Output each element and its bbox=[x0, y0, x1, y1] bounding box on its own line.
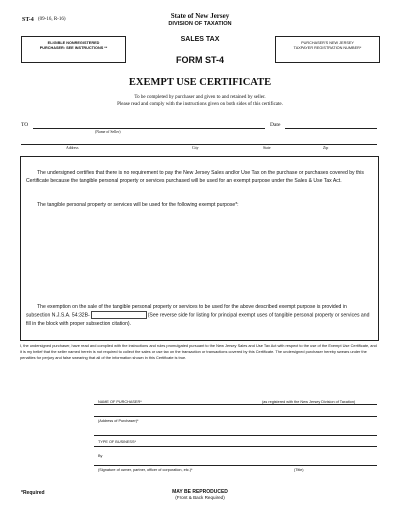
date-line[interactable] bbox=[285, 128, 377, 129]
purchaser-address-caption: (Address of Purchaser)* bbox=[98, 419, 139, 423]
left-box-line1: ELIGIBLE NONREGISTERED bbox=[47, 41, 100, 45]
business-type-line[interactable] bbox=[94, 446, 377, 447]
certification-box bbox=[20, 156, 379, 341]
by-label: By bbox=[98, 454, 103, 458]
para3-part2: (See reverse side for listing for principal exempt uses of tangible personal property or services and fill in the block with proper subsection citation). bbox=[26, 312, 370, 327]
certification-para2: The tangible personal property or services will be used for the following exempt purpose*: bbox=[37, 202, 239, 208]
purchaser-address-line1[interactable] bbox=[94, 416, 377, 417]
purchaser-name-label: NAME OF PURCHASER* bbox=[98, 400, 142, 404]
certification-para1: The undersigned certifies that there is no requirement to pay the New Jersey Sales and/or Use Tax on the purchase or purchases covered by this Certificate because the tangible personal property or services purchased will be used for an exempt purpose under the Sales & Use Tax Act. bbox=[26, 170, 364, 185]
right-box-line2: TAXPAYER REGISTRATION NUMBER* bbox=[293, 46, 362, 50]
may-be-reproduced: MAY BE REPRODUCED bbox=[172, 489, 228, 495]
business-type-label: TYPE OF BUSINESS* bbox=[98, 440, 136, 444]
left-box-line2: PURCHASER: SEE INSTRUCTIONS ** bbox=[39, 46, 108, 50]
purchaser-name-line[interactable] bbox=[94, 404, 377, 405]
seller-name-caption: (Name of Seller) bbox=[95, 130, 121, 134]
date-label: Date bbox=[270, 122, 281, 128]
purchaser-address-line2[interactable] bbox=[94, 435, 377, 436]
certificate-title: EXEMPT USE CERTIFICATE bbox=[128, 77, 272, 88]
form-number: FORM ST-4 bbox=[175, 55, 224, 65]
form-revision: (09-16, R-16) bbox=[38, 17, 66, 22]
subsection-field[interactable] bbox=[91, 311, 147, 319]
registration-number-box[interactable] bbox=[275, 36, 380, 63]
right-box-line1: PURCHASER'S NEW JERSEY bbox=[301, 41, 354, 45]
seller-name-line[interactable] bbox=[33, 128, 265, 129]
form-code: ST-4 (09-16, R-16) bbox=[22, 17, 66, 23]
seller-address-line[interactable] bbox=[21, 144, 377, 145]
eligible-nonregistered-box bbox=[21, 36, 126, 63]
signature-caption: (Signature of owner, partner, officer of corporation, etc.)* bbox=[98, 468, 193, 472]
state-caption: State bbox=[263, 146, 271, 150]
para3-part1: The exemption on the sale of the tangible personal property or services to be used for the above described exempt purpose is provided in subsection N.J.S.A. 54:32B- bbox=[26, 304, 347, 319]
certification-para3 bbox=[26, 303, 370, 328]
zip-caption: Zip bbox=[323, 146, 329, 150]
front-back-required: (Front & Back Required) bbox=[175, 495, 225, 500]
tax-type: SALES TAX bbox=[180, 36, 220, 43]
instructions-line2: Please read and comply with the instructions given on both sides of this certificate. bbox=[117, 102, 283, 107]
state-name: State of New Jersey bbox=[170, 12, 230, 20]
to-label: TO bbox=[21, 122, 29, 128]
signature-line[interactable] bbox=[94, 465, 377, 466]
registered-note: (as registered with the New Jersey Division of Taxation) bbox=[262, 400, 356, 404]
address-caption: Address bbox=[66, 146, 79, 150]
instructions-line1: To be completed by purchaser and given to and retained by seller. bbox=[134, 95, 266, 100]
title-caption: (Title) bbox=[294, 468, 304, 472]
required-note: *Required bbox=[21, 490, 45, 496]
city-caption: City bbox=[192, 146, 199, 150]
division-name: DIVISION OF TAXATION bbox=[168, 21, 232, 27]
affirmation-text: I, the undersigned purchaser, have read and complied with the instructions and rules promulgated pursuant to the New Jersey Sales and Use Tax Act with respect to the use of the Exempt Use Certificate, and it is my belief that the seller named herein is not required to collect the sales or use tax on the transaction or transactions covered by this Certificate. The undersigned purchaser hereby swears under the penalties for perjury and false swearing that all of the information shown in this Certificate is true. bbox=[20, 343, 377, 361]
